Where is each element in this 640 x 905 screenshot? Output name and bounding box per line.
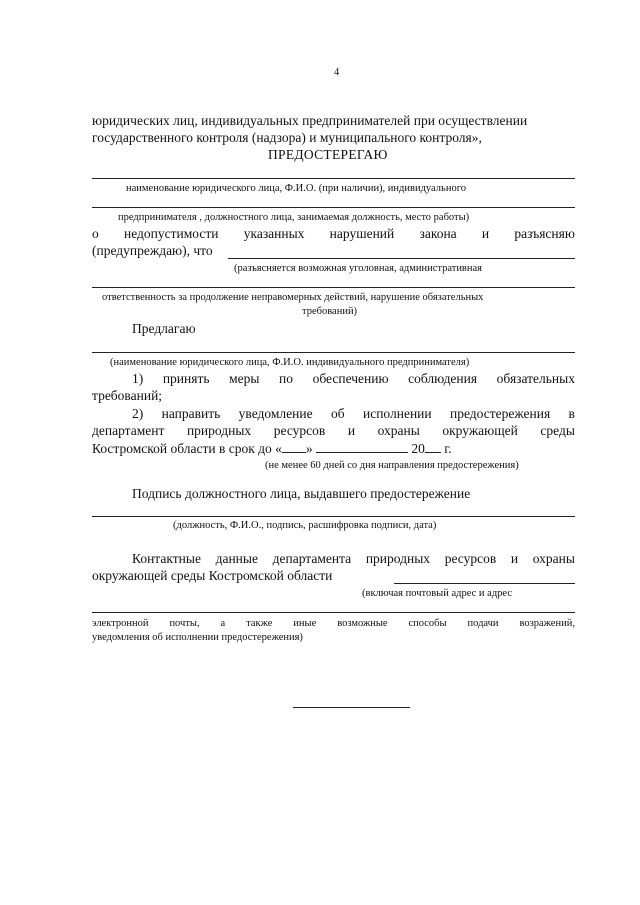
word: по: [279, 371, 294, 386]
intro-line-2: государственного контроля (надзора) и муниципального контроля»,: [92, 130, 482, 145]
end-rule: [293, 707, 410, 708]
word: предостережения: [450, 406, 551, 421]
page-number: 4: [334, 67, 340, 78]
deadline-year: 20: [411, 441, 425, 456]
word: окружающей: [442, 423, 518, 438]
word: об: [330, 406, 345, 421]
word: исполнении: [362, 406, 432, 421]
item2-line-2: [92, 423, 575, 439]
deadline-quote: »: [305, 441, 313, 456]
word: обеспечению: [312, 371, 389, 386]
word: меры: [229, 371, 260, 386]
day-blank: [282, 440, 306, 453]
word: департамента: [272, 551, 352, 566]
year-blank: [425, 440, 441, 453]
word: природных: [186, 423, 252, 438]
deadline-prefix: Костромской области в срок до «: [92, 441, 282, 456]
word: обязательных: [496, 371, 575, 386]
caption-liability-3: требований): [302, 306, 358, 317]
caption-contacts-2: [92, 617, 575, 630]
caption-entity-1: наименование юридического лица, Ф.И.О. (при наличии), индивидуального: [126, 183, 466, 194]
word: охраны: [532, 551, 575, 566]
word: департамент: [92, 423, 165, 438]
word: разъясняю: [514, 226, 575, 241]
liability-fill-line: [228, 258, 575, 259]
word: соблюдения: [408, 371, 478, 386]
word: а: [220, 618, 226, 629]
word: также: [246, 618, 273, 629]
word: и: [510, 551, 519, 566]
word: и: [481, 226, 490, 241]
word: в: [568, 406, 575, 421]
word: нарушений: [329, 226, 395, 241]
inadmissibility-line-1: [92, 226, 575, 242]
word: уведомление: [238, 406, 313, 421]
word: данные: [215, 551, 258, 566]
caption-liability-1: (разъясняется возможная уголовная, административная: [234, 263, 483, 274]
word: способы: [408, 618, 447, 629]
word: и: [347, 423, 356, 438]
entity-fill-line: [92, 178, 575, 179]
word: подачи: [467, 618, 499, 629]
word: принять: [162, 371, 210, 386]
contacts-line-1: [132, 551, 575, 567]
item1-line-1: [132, 371, 575, 387]
word: закона: [419, 226, 457, 241]
word: иные: [293, 618, 317, 629]
word: среды: [540, 423, 575, 438]
liability-fill-line-2: [92, 287, 575, 288]
word: почты,: [169, 618, 200, 629]
entity-fill-line-2: [92, 207, 575, 208]
deadline-suffix: г.: [440, 441, 452, 456]
word: ресурсов: [273, 423, 326, 438]
item1-line-2: требований;: [92, 388, 163, 403]
signature-label: Подпись должностного лица, выдавшего предостережение: [132, 486, 471, 501]
heading-warn: ПРЕДОСТЕРЕГАЮ: [268, 147, 388, 162]
word: о: [92, 226, 99, 241]
intro-line-1: юридических лиц, индивидуальных предпринимателей при осуществлении: [92, 113, 528, 128]
word: указанных: [243, 226, 305, 241]
item2-line-1: [132, 406, 575, 422]
word: природных: [365, 551, 431, 566]
word: охраны: [377, 423, 420, 438]
word: направить: [161, 406, 221, 421]
caption-contacts-1: (включая почтовый адрес и адрес: [362, 588, 513, 599]
word: возможные: [337, 618, 388, 629]
month-blank: [316, 440, 408, 453]
word: электронной: [92, 618, 149, 629]
word: возражений,: [519, 618, 575, 629]
item2-line-3: [92, 440, 452, 457]
caption-entity-short: (наименование юридического лица, Ф.И.О. индивидуального предпринимателя): [110, 357, 470, 368]
contacts-fill-line: [394, 583, 575, 584]
caption-signature: (должность, Ф.И.О., подпись, расшифровка подписи, дата): [173, 520, 437, 531]
propose-fill-line: [92, 352, 575, 353]
signature-fill-line: [92, 516, 575, 517]
word: ресурсов: [444, 551, 497, 566]
word: Контактные: [132, 551, 201, 566]
word: 1): [132, 371, 144, 386]
caption-contacts-3: уведомления об исполнении предостережения): [92, 632, 303, 643]
contacts-fill-line-2: [92, 612, 575, 613]
caption-entity-2: предпринимателя , должностного лица, занимаемая должность, место работы): [118, 212, 470, 223]
word: 2): [132, 406, 144, 421]
inadmissibility-line-2: (предупреждаю), что: [92, 243, 213, 258]
propose-label: Предлагаю: [132, 321, 196, 336]
word: недопустимости: [123, 226, 219, 241]
caption-liability-2: ответственность за продолжение неправомерных действий, нарушение обязательных: [102, 292, 484, 303]
caption-deadline: (не менее 60 дней со дня направления предостережения): [265, 460, 519, 471]
contacts-line-2: окружающей среды Костромской области: [92, 568, 333, 583]
